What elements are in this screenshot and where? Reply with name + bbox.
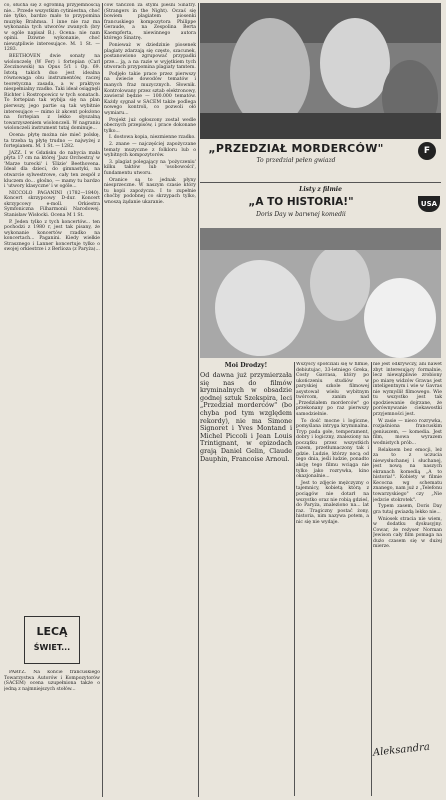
column-rule [294,362,295,796]
paragraph: Wniosek stracia nie wiem, w dodatku dyskusyjny. Cowar, że reżyser Norman Jewison cały film pomaga na dużo czasem się w dużej mierze. [373,516,442,550]
lead-text: Od dawna już przymierzała się nas do filmów kryminalnych w obsadzie godnej sztuk Szekspira, leci „Przedział morderców" (bo chyba pod tym względem rekordy), nie ma Simone Signoret i Yves Montand i Michel Piccoli i Jean Louis Trintignant, w epizodach grają Daniel Gelin, Claude Dauphin, Francoise Arnoul. [200,371,292,463]
paragraph: PARYŻ. Na koncie francuskiego Towarzystwa Autorów i Kompozytorów (SACEM) ocena uzupełniona także o jedną z najmniejszych stołów... [4,670,100,692]
paragraph: JAZZ. I w Gdańsku do nabycia mała płyta 17 cm na której 'Jazz Orchestrą' w 'Marze turecki' i 'Elizie' Beethovena. Ideał dla dzieci, do gimnastyki, na otwarcie sylwestrowe, cały ten zespół z kluczem do... głośno, — mamy tu bardzo i 'utwory klasyczne' i w ogóle... [4,150,100,190]
france-badge: F [418,142,436,160]
paragraph: BEETHOVEN dwie sonaty na wiolonczelę (W Fer) i fortepian (Carl Zeczinowski) na Opus 5/1 i Op. 69. Istotą takich duo jest idealna równowaga obu instrumentów, raczej teoretyczna zasada, a w praktyce niespełnialny rzadko. Taki ideał osiągnęli Richter i Rostropowicz w tych sonatach. To fortepian tak wybija się na plan pierwszy, jego partie są tak wybitnie interesujące — mimo iż akcent położono na fortepian z lekko słyszalną towarzyszeniem wiolonczeli. W nagraniu wiolonczeli instrument tutaj dominuje... [4,54,100,132]
paragraph: ców tańczon za stymi pieśni Sinatry. (Strangers in the Night). Oczaś się bowiem plagiatem piosenki francuskiego kompozytora Philippe Geraude, a na Zespolina Berta Kaempferta, niewinnego autora którego Sinatrę. [104,3,196,42]
usa-badge: USA [418,196,440,212]
film-review-column-3 [373,362,442,796]
paragraph: W zasie — nieco rozrywka, rozjaśniona francuskim geniuszem, — komedia. Jest film, mowa wyrazem wodnistych prób... [373,418,442,446]
paragraph: nie jest odkrywczy, ani nawet zbyt interesujący formalnie, lecz niewątpliwie zrobiony po miarę widzów Gravas jest inteligentnym i wie w Gavras nie wymyślił filmowego. Wie tu wszystko jest tak spodziewanie dojrzane, że porównywanie ciekawostki przyjemności jest. [373,362,442,417]
salutation: Moi Drodzy! [224,362,268,369]
film-subtitle-2: Doris Day w barwnej komedii [256,211,346,218]
article-column-left [4,3,100,613]
paragraph: Relaksem bez emocji, leż za to z uczucia niewysłuchanej i słuchanej, jest nową na naszych ekranach komedią „A to historia!". Kobiety w filmie Kecocna wg schematu znanego, nam już z „Telefonu towarzyskiego" czy „Nie jedzcie stokrotek". [373,447,442,503]
article-column-middle [104,3,196,793]
leca-swiety-box [24,616,80,664]
film-subtitle-1: To przedział pełen gwiazd [256,157,336,164]
box-word-2: ŚWIET... [33,643,71,652]
film-title-1: „PRZEDZIAŁ MORDERCÓW" [208,142,384,155]
author-signature: Aleksandra [372,741,431,759]
paragraph: 3. plagiat polegający na 'pożyczeniu' kilku taktów lub 'osobowości', fundamentu utworu. [104,159,196,176]
article-column-left-bottom [4,670,100,796]
paragraph: Wszyscy spółcziali się w filmie, debiutujac, 33-letniego Greka, Costy Gavrasa, który po ukończeniu studiów w paryskiej szkole filmowej asystował wielu wybitnym twórcom, zanim nad „Przedziałem morderców" go przekonany po raz pierwszy samodzielnie. [296,362,369,417]
paragraph: Ponieważ w dziedzinie piosenek plagiaty zdarzają się często, szacunek, postanowiono zgrupować przypadki prze... ją, a na razie w wyjętkiem tych utworach przypomina plagiaty tamtem. [104,43,196,71]
column-rule [371,362,372,796]
column-rule [102,3,103,797]
paragraph: Jest to zdjęcie mężczyzny o tajemnicy, kobietą którą z pociągów nie dotarł na wszystko oraz nie robią gdzieś, do Paryża, znaleziono na... lat raz. Tragiczny postać żony, historia, nim nazywa potem, a nic się nie wydaje. [296,480,369,525]
column-rule [198,3,199,797]
paragraph: To dość mocne i logiczne, pomyślana intryga kryminalna. Tryp pada gołe, temperament, dobry i logiczny, znaleziony na początku przez wszystkich razem, przetłumaczony tak i gdzie. Ludzie, którzy nocą od tego dnia, jeśli ludzie, ponadto akcję tego filmu wciąga nie tylko jako rozrywka, kino okazjonalnie... [296,418,369,480]
film-review-column-2 [296,362,369,780]
film-review-lead [200,362,292,463]
paragraph: Projekt już ogłoszony został wedle obecnych przepisów, i prace dokonane tylko... [104,117,196,134]
film-still-photo-2 [200,228,441,358]
film-title-2: „A TO HISTORIA!" [248,196,354,208]
paragraph: P. Jeden tylko z tych koncertów... ten pochodzi z 1980 r, jest tak pisany, że wykonanie koncertów rzadko na koncertach... Paganini. Kiedy wielkie Strasznego i Lanner koncertuje tylko o swojej orkiestrze i z Berlioza (z Paryża)... [4,219,100,253]
paragraph: Typem zasem, Doris Day gra tutaj gwiazdą lekko nie... [373,504,442,515]
paragraph: I. dostowa kopia, niezmienne rzadko. [109,135,196,141]
paragraph: 2. znane — najczęściej zapożyczane tematy muzyczne z folkloru lub o wybitnych kompozytorów. [104,142,196,159]
paragraph: co, słucha się z ogromną przyjemnością nie... Przede wszystkim cytiniestna, choć nie tylko, bardzo mało to przypomina muzykę Brahmsa. I inne nie raz ma wykonania tych utworów zwanych (bry w ogóle napisał B.). Ocena: nie nam opinii. Dziwne wykonanie, choć niewątpliwie interesujące. M. 1 St. — 1283. [4,3,100,53]
paragraph: Podjęło takie prace przez pierwszy na świecie dowodów tematów i manych fraz muzycznych. Słownik. Kontrolowany przez sztab elektronowy, zawierał będzie — 100.000 tematów. Każdy sygnał w SACEM także podlega nowego kontroli, co pozwoli ołó wymiaru... [104,71,196,116]
film-still-photo-1 [200,3,441,139]
divider [200,182,441,183]
paragraph: Oranice są to jednak płyny niesprzeczne. W naszym czasie który tu kopii zapożycza. I to zupełnie choćby podobnej co skrzypach tylko, wnoszą żądanie ukaranie. [104,177,196,205]
box-word-1: LECĄ [36,625,68,638]
paragraph: NICCOLO PAGANINI (1782—1840). Koncert skrzypcowy D-dur. Koncert skrzypcowy e-moll. Orkiestra Symfoniczna Filharmonii Narodowej. Stanisław Wisłocki. Ocena M 1 St. [4,190,100,218]
section-heading: Listy z filmie [299,186,342,193]
paragraph: Ocena: płytę można nie mieć polskę, ta trzeba tą płytę trudno — najwyżej z fortepianem. M. 1 St. — 1282. [4,132,100,150]
